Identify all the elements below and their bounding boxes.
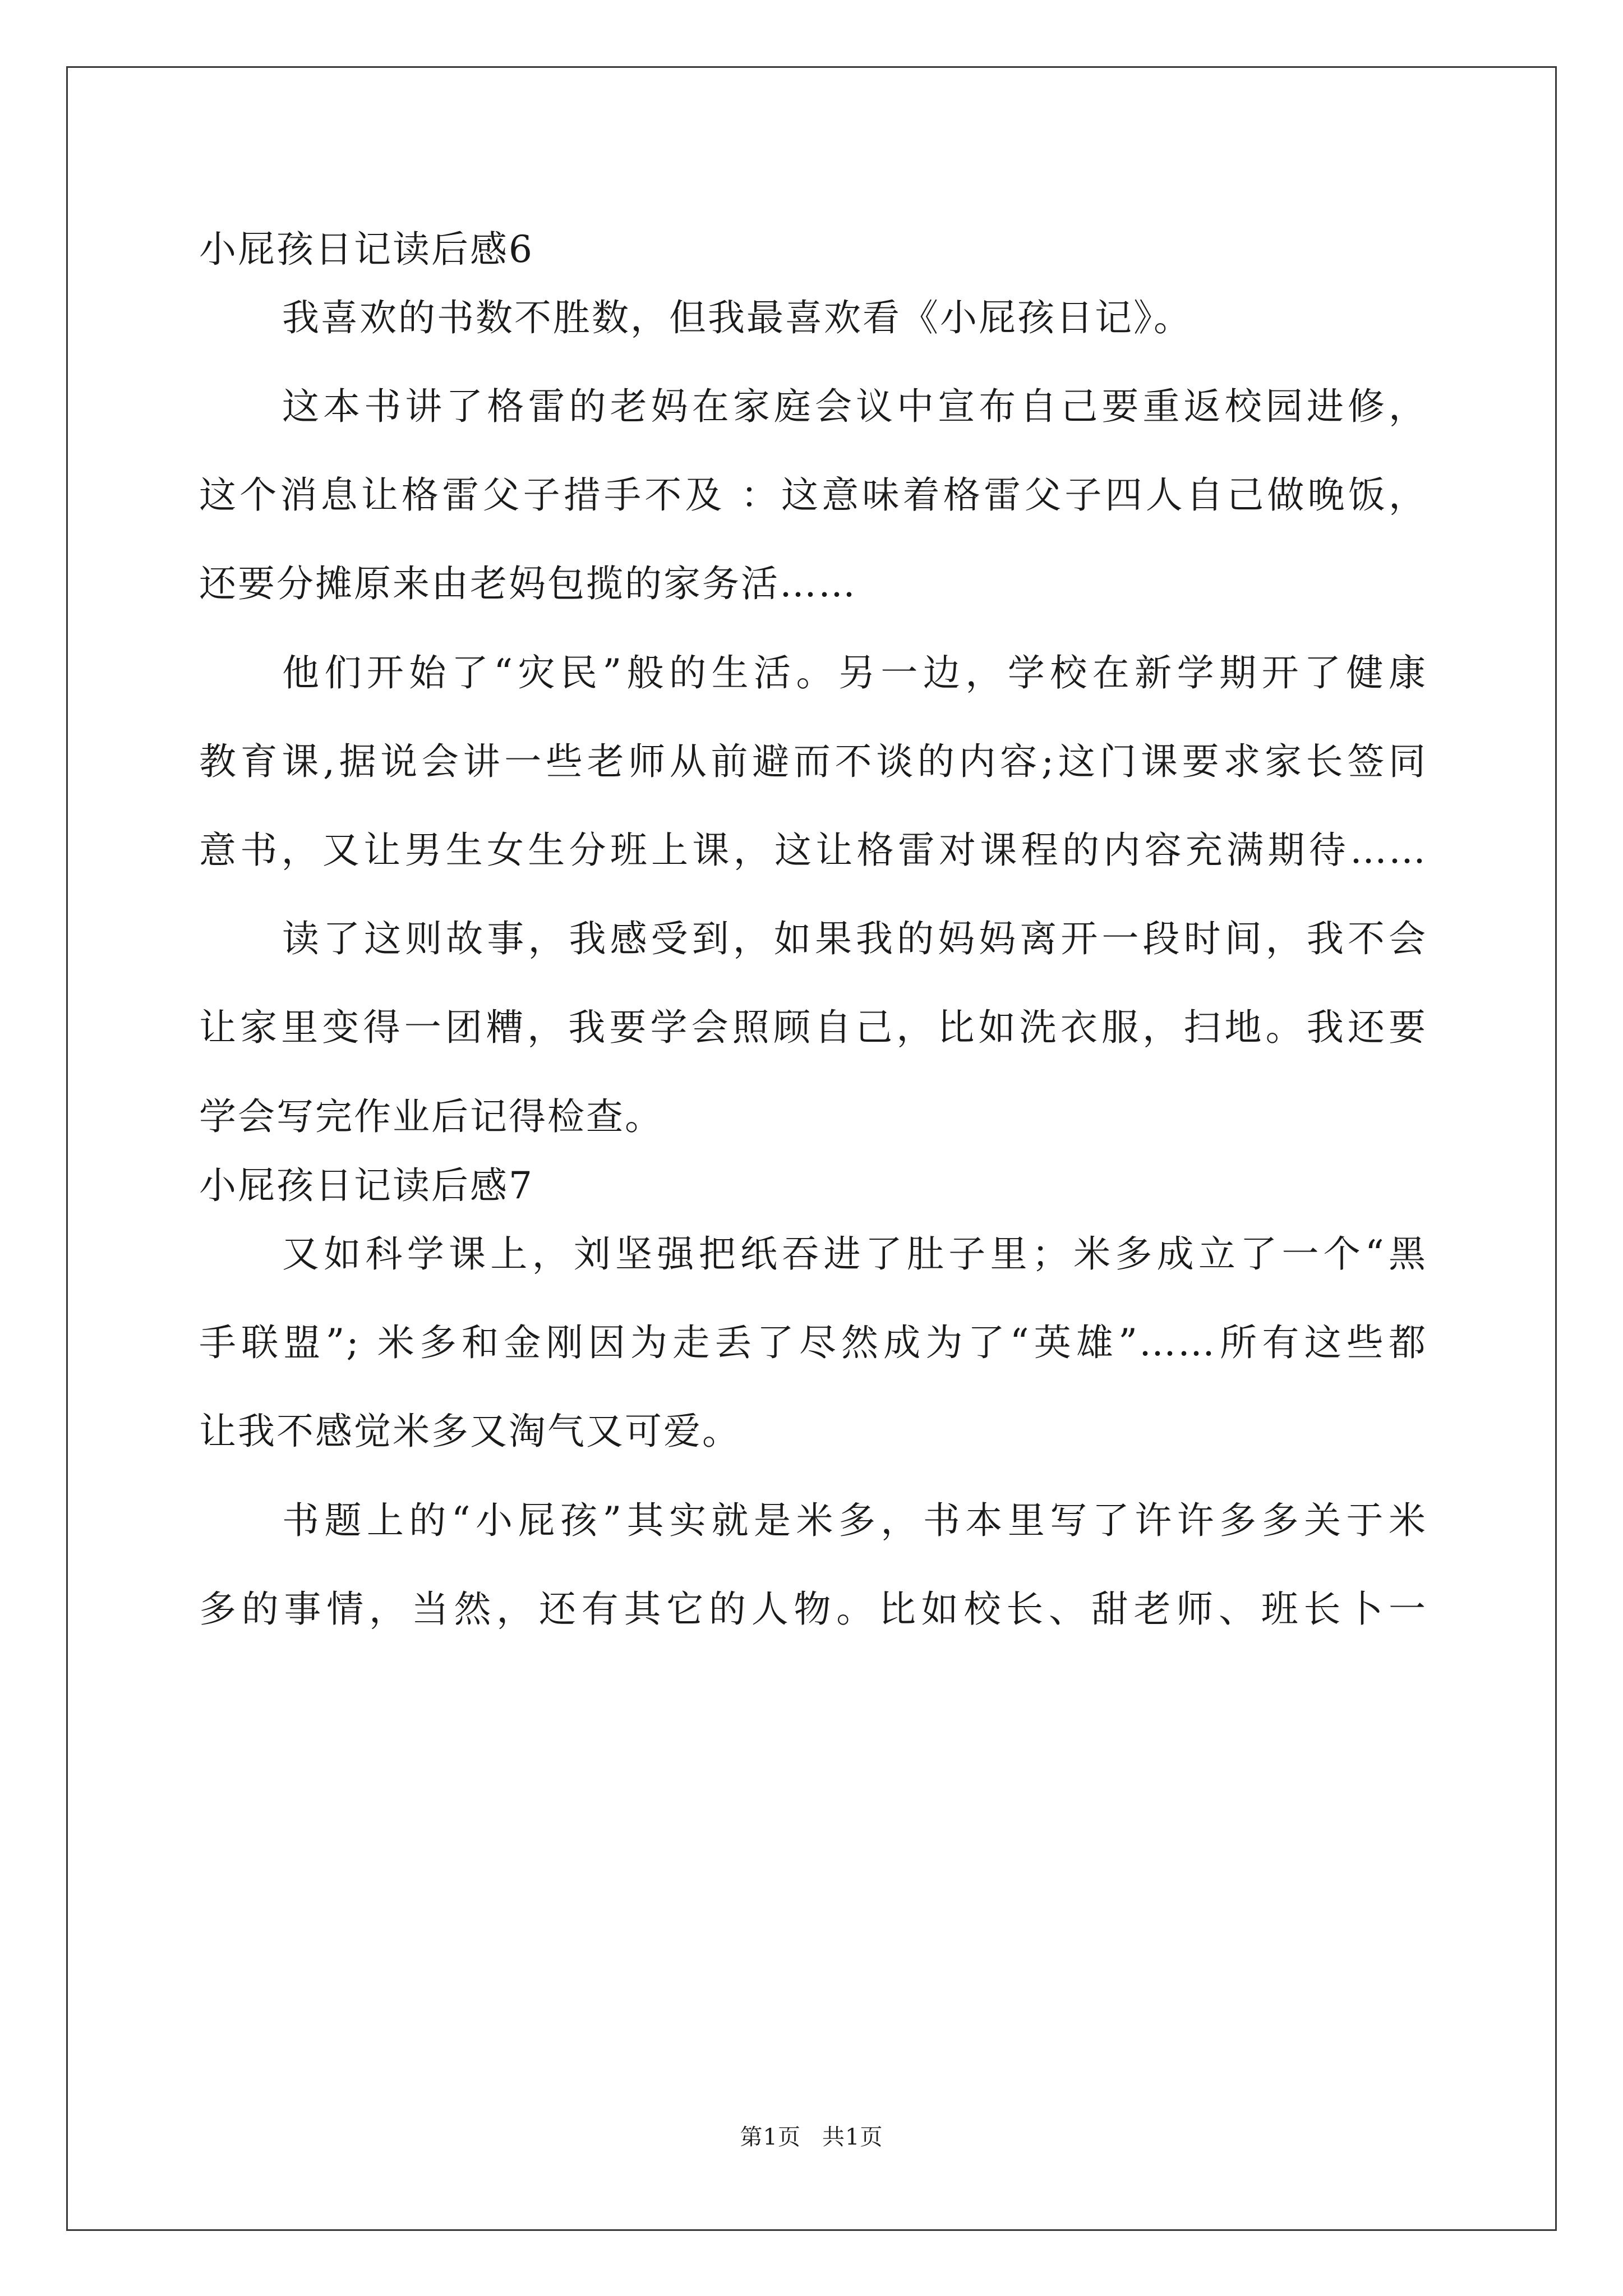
paragraph-line: 我喜欢的书数不胜数，但我最喜欢看《小屁孩日记》。 (282, 296, 1192, 339)
section-heading: 小屁孩日记读后感6 (199, 228, 534, 271)
paragraph-line: 还要分摊原来由老妈包揽的家务活…… (199, 562, 857, 605)
paragraph-line: 意书，又让男生女生分班上课，这让格雷对课程的内容充满期待…… (199, 829, 1427, 872)
paragraph-line: 多的事情，当然，还有其它的人物。比如校长、甜老师、班长卜一 (199, 1588, 1427, 1631)
paragraph-line: 这本书讲了格雷的老妈在家庭会议中宣布自己要重返校园进修， (282, 385, 1427, 428)
page-footer (0, 2123, 1623, 2151)
paragraph-line: 他们开始了“灾民”般的生活。另一边，学校在新学期开了健康 (282, 651, 1427, 694)
page-number: 第1页 (740, 2124, 801, 2150)
page-total: 共1页 (822, 2124, 883, 2150)
paragraph-line: 读了这则故事，我感受到，如果我的妈妈离开一段时间，我不会 (282, 917, 1427, 960)
paragraph-line: 学会写完作业后记得检查。 (199, 1095, 663, 1138)
paragraph-line: 这个消息让格雷父子措手不及 ：这意味着格雷父子四人自己做晚饭， (199, 473, 1427, 517)
paragraph-line: 让家里变得一团糟，我要学会照顾自己，比如洗衣服，扫地。我还要 (199, 1006, 1427, 1049)
paragraph-line: 书题上的“小屁孩”其实就是米多，书本里写了许许多多关于米 (282, 1499, 1427, 1542)
paragraph-line: 手联盟”; 米多和金刚因为走丢了尽然成为了“英雄”……所有这些都 (199, 1321, 1427, 1364)
paragraph-line: 让我不感觉米多又淘气又可爱。 (199, 1410, 741, 1453)
paragraph-line: 教育课,据说会讲一些老师从前避而不谈的内容;这门课要求家长签同 (199, 740, 1427, 783)
section-heading: 小屁孩日记读后感7 (199, 1164, 534, 1207)
paragraph-line: 又如科学课上，刘坚强把纸吞进了肚子里；米多成立了一个“黑 (282, 1232, 1427, 1276)
